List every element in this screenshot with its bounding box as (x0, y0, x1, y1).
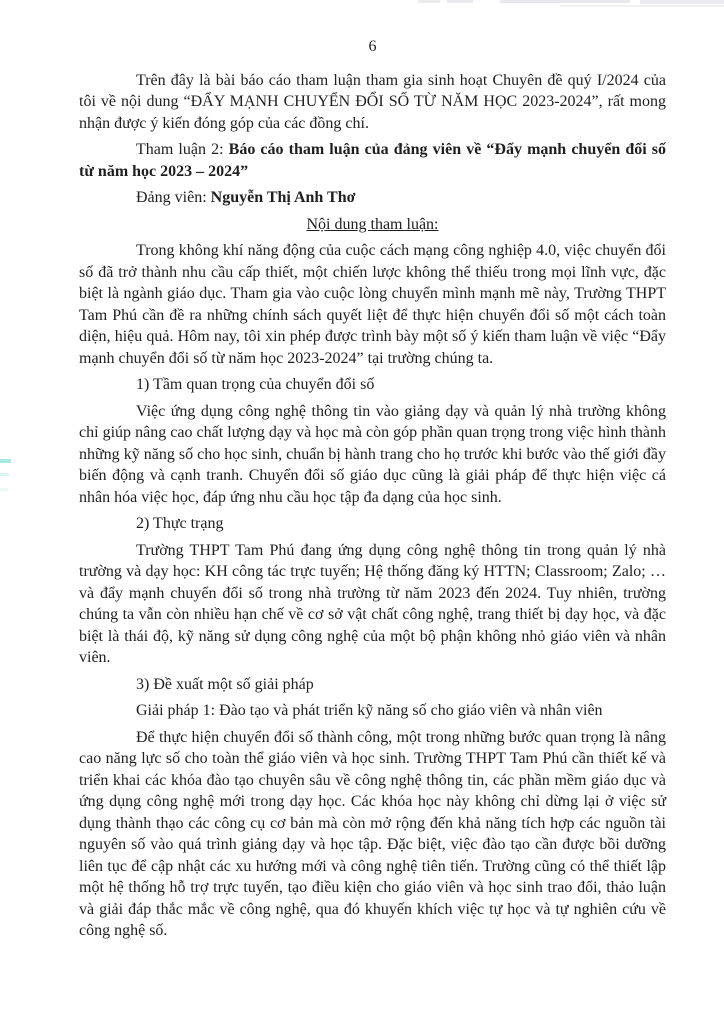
intro-paragraph: Trong không khí năng động của cuộc cách mạng công nghiệp 4.0, việc chuyển đổi số đã trở thành nhu cầu cấp thiết, một chiến lược không thể thiếu trong mọi lĩnh vực, đặc biệt là ngành giáo dục. Tham gia vào cuộc lòng chuyển mình mạnh mẽ này, Trường THPT Tam Phú cần đề ra những chính sách quyết liệt để thực hiện chuyển đổi số một cách toàn diện, hiệu quả. Hôm nay, tôi xin phép được trình bày một số ý kiến tham luận về việc “Đẩy mạnh chuyển đổi số từ năm học 2023-2024” tại trường chúng ta. (79, 242, 666, 367)
party-member-line (79, 187, 666, 209)
content-heading: Nội dung tham luận: (306, 215, 439, 233)
section1-paragraph: Việc ứng dụng công nghệ thông tin vào giảng dạy và quản lý nhà trường không chỉ giúp nâng cao chất lượng dạy và học mà còn góp phần quan trọng trong việc hình thành những kỹ năng số cho học sinh, chuẩn bị hành trang cho họ trước khi bước vào thế giới đầy biến động và cạnh tranh. Chuyển đổi số giáo dục cũng là giải pháp để thực hiện việc cá nhân hóa việc học, đáp ứng nhu cầu học tập đa dạng của học sinh. (79, 402, 666, 506)
scan-artifact-top-3 (500, 0, 630, 3)
scan-artifact-left-1 (0, 459, 11, 463)
scan-artifact-top-1 (418, 0, 440, 3)
party-member-name: Nguyễn Thị Anh Thơ (210, 189, 356, 206)
scan-artifact-top-line (560, 5, 724, 7)
topic2-heading (79, 139, 666, 182)
scan-artifact-top-4 (640, 0, 724, 4)
scan-artifact-left-3 (0, 488, 8, 491)
document-text-block (79, 36, 666, 947)
page-number: 6 (368, 38, 377, 55)
solution1-heading: Giải pháp 1: Đào tạo và phát triển kỹ năng số cho giáo viên và nhân viên (136, 702, 603, 719)
closing-paragraph: Trên đây là bài báo cáo tham luận tham gia sinh hoạt Chuyên đề quý I/2024 của tôi về nội dung “ĐẨY MẠNH CHUYỂN ĐỔI SỐ TỪ NĂM HỌC 2023-2024”, rất mong nhận được ý kiến đóng góp của các đồng chí. (79, 71, 666, 132)
section2-heading: 2) Thực trạng (136, 515, 224, 532)
party-member-label: Đảng viên: (136, 189, 211, 206)
topic2-label: Tham luận 2: (136, 141, 229, 158)
scan-artifact-left-2 (0, 473, 9, 476)
section1-heading: 1) Tầm quan trọng của chuyển đổi số (136, 376, 375, 393)
topic2-title: Báo cáo tham luận của đảng viên về “Đẩy mạnh chuyển đổi số từ năm học 2023 – 2024” (79, 141, 667, 180)
section2-paragraph: Trường THPT Tam Phú đang ứng dụng công nghệ thông tin trong quản lý nhà trường và dạy học: KH công tác trực tuyến; Hệ thống đăng ký HTTN; Classroom; Zalo; … và đẩy mạnh chuyển đổi số trong nhà trường từ năm 2023 đến 2024. Tuy nhiên, trường chúng ta vẫn còn nhiều hạn chế về cơ sở vật chất công nghệ, trang thiết bị dạy học, và đặc biệt là thái độ, kỹ năng sử dụng công nghệ của một bộ phận không nhỏ giáo viên và nhân viên. (79, 541, 666, 666)
section3-heading: 3) Đề xuất một số giải pháp (136, 675, 314, 693)
solution1-paragraph: Để thực hiện chuyển đổi số thành công, một trong những bước quan trọng là nâng cao năng lực số cho toàn thể giáo viên và học sinh. Trường THPT Tam Phú cần thiết kế và triển khai các khóa đào tạo chuyên sâu về công nghệ thông tin, các phần mềm giáo dục và ứng dụng công nghệ mới trong dạy học. Các khóa học này không chỉ dừng lại ở việc sử dụng thành thạo các công cụ cơ bản mà còn mở rộng đến khả năng tích hợp các nguồn tài nguyên số vào quá trình giảng dạy và học tập. Đặc biệt, việc đào tạo cần được bồi dưỡng liên tục để cập nhật các xu hướng mới và công nghệ tiên tiến. Trường cũng có thể thiết lập một hệ thống hỗ trợ trực tuyến, tạo điều kiện cho giáo viên và học sinh trao đổi, thảo luận và giải đáp thắc mắc về công nghệ, qua đó khuyến khích việc tự học và tự nghiên cứu về công nghệ số. (79, 728, 666, 939)
scan-artifact-top-2 (447, 0, 473, 3)
